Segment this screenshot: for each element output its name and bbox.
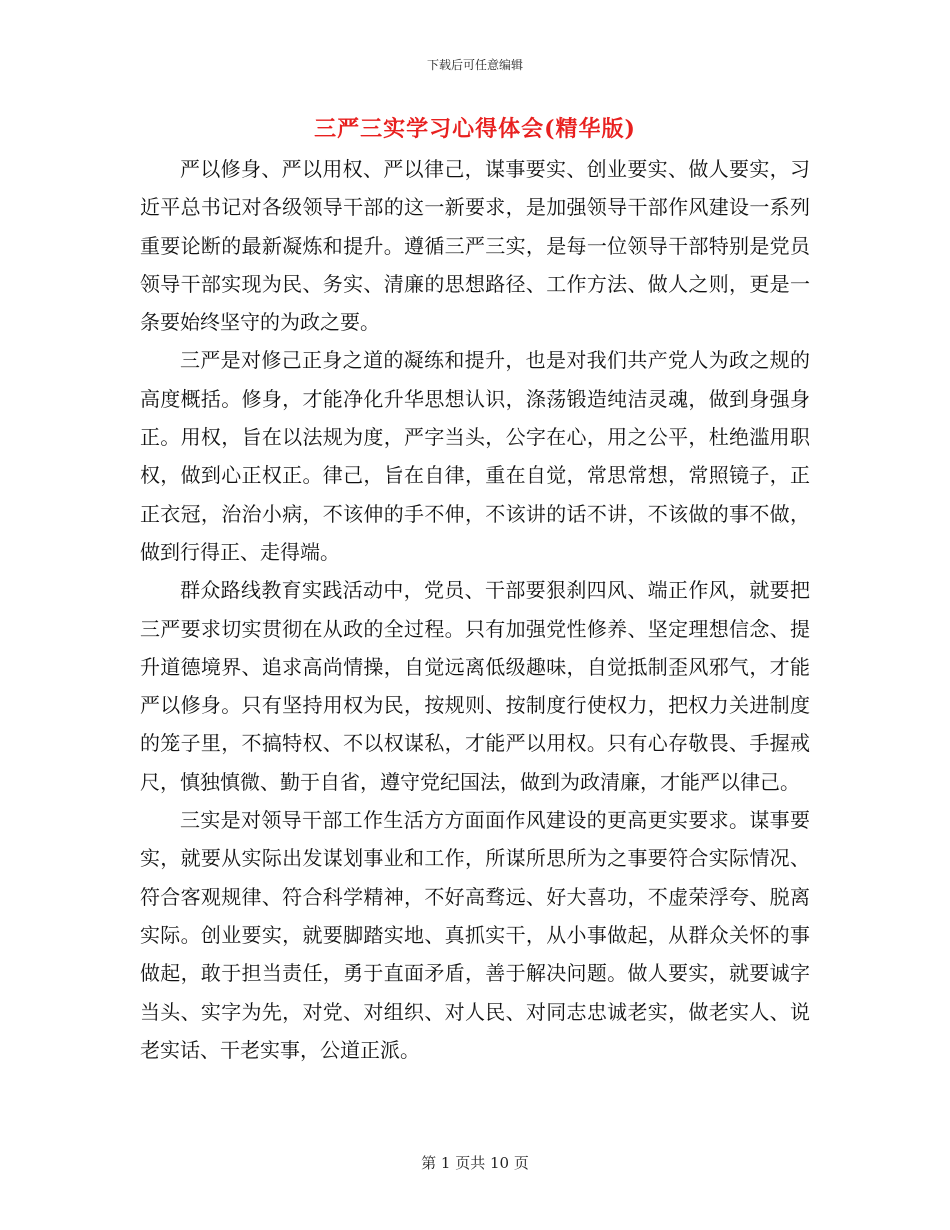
paragraph: 严以修身、严以用权、严以律己，谋事要实、创业要实、做人要实，习近平总书记对各级领导干部的这一新要求，是加强领导干部作风建设一系列重要论断的最新凝炼和提升。遵循三严三实，是每一位领导干部特别是党员领导干部实现为民、务实、清廉的思想路径、工作方法、做人之则，更是一条要始终坚守的为政之要。 [140, 157, 810, 335]
header-note: 下载后可任意编辑 [426, 58, 523, 72]
paragraph: 三实是对领导干部工作生活方方面面作风建设的更高更实要求。谋事要实，就要从实际出发谋划事业和工作，所谋所思所为之事要符合实际情况、符合客观规律、符合科学精神，不好高骛远、好大喜功，不虚荣浮夸、脱离实际。创业要实，就要脚踏实地、真抓实干，从小事做起，从群众关怀的事做起，敢于担当责任，勇于直面矛盾，善于解决问题。做人要实，就要诚字当头、实字为先，对党、对组织、对人民、对同志忠诚老实，做老实人、说老实话、干老实事，公道正派。 [140, 808, 810, 1062]
page-footer: 第 1 页共 10 页 [421, 1154, 529, 1172]
document-title: 三严三实学习心得体会(精华版) [314, 116, 636, 142]
document-body [140, 150, 810, 1069]
paragraph: 群众路线教育实践活动中，党员、干部要狠刹四风、端正作风，就要把三严要求切实贯彻在从政的全过程。只有加强党性修养、坚定理想信念、提升道德境界、追求高尚情操，自觉远离低级趣味，自觉抵制歪风邪气，才能严以修身。只有坚持用权为民，按规则、按制度行使权力，把权力关进制度的笼子里，不搞特权、不以权谋私，才能严以用权。只有心存敬畏、手握戒尺，慎独慎微、勤于自省，遵守党纪国法，做到为政清廉，才能严以律己。 [140, 578, 810, 794]
paragraph: 三严是对修己正身之道的凝练和提升，也是对我们共产党人为政之规的高度概括。修身，才能净化升华思想认识，涤荡锻造纯洁灵魂，做到身强身正。用权，旨在以法规为度，严字当头，公字在心，用之公平，杜绝滥用职权，做到心正权正。律己，旨在自律，重在自觉，常思常想，常照镜子，正正衣冠，治治小病，不该伸的手不伸，不该讲的话不讲，不该做的事不做，做到行得正、走得端。 [140, 348, 810, 564]
